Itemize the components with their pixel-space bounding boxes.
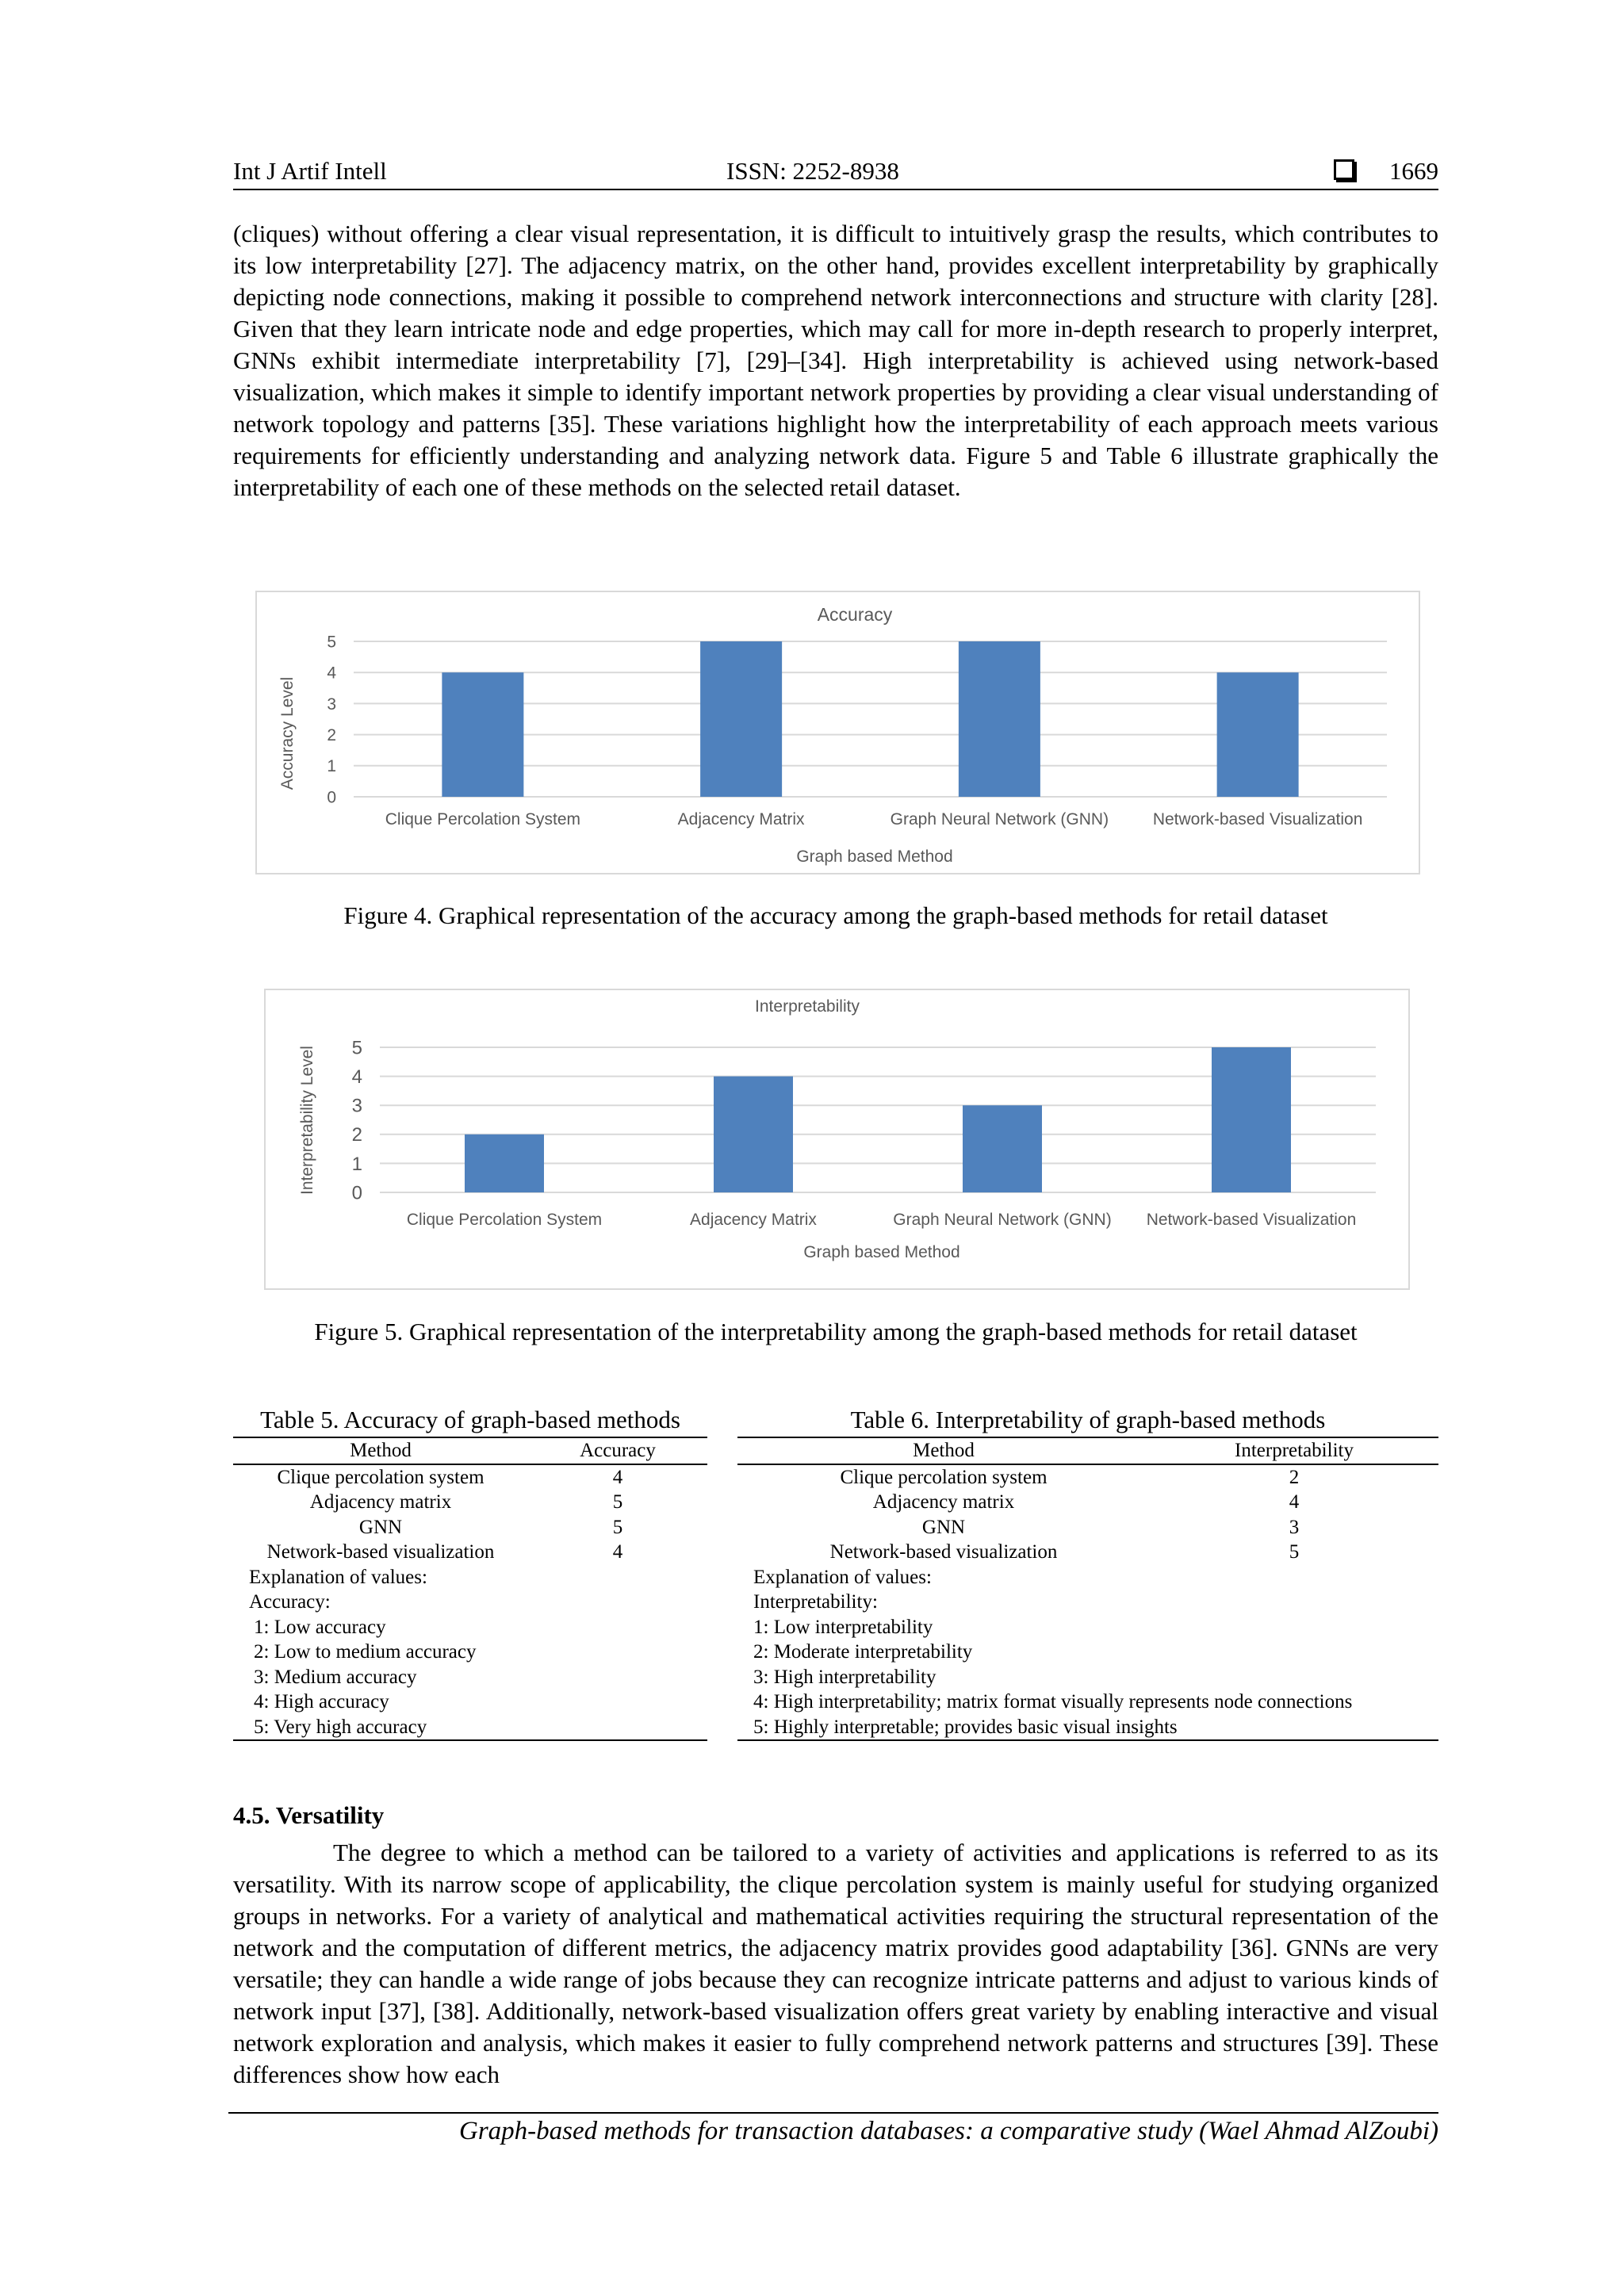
accuracy-chart-svg — [257, 592, 1419, 873]
interpretability-chart — [264, 989, 1410, 1290]
chart-title: Accuracy — [817, 604, 893, 625]
table-row — [233, 1515, 707, 1540]
page-number: 1669 — [1389, 157, 1438, 185]
table5-header-row — [233, 1437, 707, 1464]
table-cell-value: 4 — [612, 1466, 623, 1488]
table-cell-value: 4 — [1289, 1491, 1300, 1513]
table-note-row — [233, 1565, 707, 1590]
table-cell-value: 5 — [1289, 1541, 1300, 1563]
table-row — [737, 1464, 1438, 1490]
footer-rule — [228, 2112, 1438, 2114]
table-cell-value: 3 — [1289, 1516, 1300, 1538]
table5 — [233, 1437, 707, 1741]
table-note-row — [737, 1689, 1438, 1715]
page-number-box — [1334, 157, 1438, 186]
section-paragraph: The degree to which a method can be tailored to a variety of activities and applications is referred to as its versatility. With its narrow scope of applicability, the clique percolation system is mainly useful for studying organized groups in networks. For a variety of analytical and mathematical activities requiring the structural representation of the network and the computation of different metrics, the adjacency matrix provides good adaptability [36]. GNNs are very versatile; they can handle a wide range of jobs because they can recognize intricate patterns and adjust to various kinds of network input [37], [38]. Additionally, network-based visualization offers great variety by enabling interactive and visual network exploration and analysis, which makes it easier to fully comprehend network patterns and structures [39]. These differences show how each — [233, 1839, 1438, 2088]
intro-paragraph: (cliques) without offering a clear visual representation, it is difficult to intuitively grasp the results, which contributes to its low interpretability [27]. The adjacency matrix, on the other hand, provides excellent interpretability by graphically depicting node connections, making it possible to comprehend network interconnections and structure with clarity [28]. Given that they learn intricate node and edge properties, which may call for more in-depth research to properly interpret, GNNs exhibit intermediate interpretability [7], [29]–[34]. High interpretability is achieved using network-based visualization, which makes it simple to identify important network properties by providing a clear visual understanding of network topology and patterns [35]. These variations highlight how the interpretability of each approach meets various requirements for efficiently understanding and analyzing network data. Figure 5 and Table 6 illustrate graphically the interpretability of each one of these methods on the selected retail dataset. — [233, 220, 1438, 501]
x-tick-label: Network-based Visualization — [1146, 1211, 1357, 1229]
table-note: 2: Low to medium accuracy — [254, 1641, 477, 1663]
x-tick-label: Network-based Visualization — [1152, 810, 1363, 828]
table5-header-accuracy: Accuracy — [580, 1440, 656, 1461]
y-tick-label: 4 — [351, 1066, 362, 1088]
table-cell-method: Clique percolation system — [277, 1466, 485, 1488]
table-note-row — [233, 1665, 707, 1690]
table-note: 5: Very high accuracy — [254, 1716, 427, 1738]
y-tick-label: 1 — [327, 757, 336, 776]
accuracy-chart — [255, 591, 1420, 874]
bar-3 — [1217, 672, 1299, 797]
x-tick-label: Adjacency Matrix — [690, 1211, 817, 1229]
y-tick-label: 3 — [351, 1095, 362, 1117]
table-row — [233, 1464, 707, 1490]
bar-0 — [465, 1135, 544, 1192]
table-cell-method: Network-based visualization — [829, 1541, 1058, 1563]
table-note-row — [737, 1665, 1438, 1690]
y-tick-label: 4 — [327, 664, 336, 683]
table-cell-method: Adjacency matrix — [309, 1491, 452, 1513]
y-tick-label: 1 — [351, 1153, 362, 1175]
table-note: Interpretability: — [753, 1591, 878, 1613]
y-tick-label: 0 — [327, 788, 336, 807]
y-axis-label: Interpretability Level — [298, 1046, 316, 1195]
table-note-row — [737, 1615, 1438, 1640]
table-cell-method: GNN — [358, 1516, 403, 1538]
chart-title: Interpretability — [755, 997, 860, 1016]
table6-title: Table 6. Interpretability of graph-based methods — [850, 1406, 1326, 1433]
table5-header-method: Method — [350, 1440, 412, 1461]
issn: ISSN: 2252-8938 — [726, 157, 899, 185]
figure5-caption: Figure 5. Graphical representation of the interpretability among the graph-based methods for retail dataset — [314, 1318, 1358, 1345]
y-tick-label: 5 — [351, 1037, 362, 1059]
x-tick-label: Clique Percolation System — [385, 810, 581, 828]
table-note: Explanation of values: — [753, 1566, 932, 1588]
table-note: 2: Moderate interpretability — [753, 1641, 973, 1663]
bar-3 — [1212, 1047, 1291, 1192]
figure4-caption: Figure 4. Graphical representation of the accuracy among the graph-based methods for retail dataset — [343, 901, 1328, 929]
y-tick-label: 2 — [327, 725, 336, 744]
table-note-row — [233, 1590, 707, 1615]
table6 — [737, 1437, 1438, 1741]
table-cell-method: Adjacency matrix — [872, 1491, 1015, 1513]
table-note-row — [233, 1689, 707, 1715]
table-note: 1: Low accuracy — [254, 1616, 386, 1638]
table-note: 5: Highly interpretable; provides basic visual insights — [753, 1716, 1178, 1738]
table-row — [737, 1490, 1438, 1515]
x-tick-label: Adjacency Matrix — [677, 810, 805, 828]
table-cell-value: 2 — [1289, 1466, 1300, 1488]
table-note-row — [233, 1640, 707, 1665]
footer-citation: Graph-based methods for transaction databases: a comparative study (Wael Ahmad AlZoubi) — [459, 2117, 1438, 2145]
table-cell-method: GNN — [921, 1516, 966, 1538]
section-title: 4.5. Versatility — [233, 1801, 385, 1829]
square-icon — [1334, 159, 1354, 180]
table-cell-value: 5 — [612, 1491, 623, 1513]
table5-title: Table 5. Accuracy of graph-based methods — [260, 1406, 680, 1433]
x-tick-label: Clique Percolation System — [406, 1211, 603, 1229]
table-note: 1: Low interpretability — [753, 1616, 933, 1638]
y-tick-label: 3 — [327, 695, 336, 714]
table-cell-method: Network-based visualization — [266, 1541, 495, 1563]
y-axis-label: Accuracy Level — [278, 676, 297, 790]
x-tick-label: Graph Neural Network (GNN) — [890, 810, 1109, 828]
table-note-row — [737, 1590, 1438, 1615]
table-note: 3: Medium accuracy — [254, 1666, 417, 1688]
page-header — [233, 157, 1438, 190]
table-note: Accuracy: — [249, 1591, 331, 1613]
bar-1 — [714, 1077, 793, 1192]
table-note: 4: High interpretability; matrix format visually represents node connections — [753, 1691, 1353, 1712]
x-axis-label: Graph based Method — [803, 1243, 960, 1261]
table-row — [233, 1490, 707, 1515]
table6-header-method: Method — [913, 1440, 975, 1461]
x-tick-label: Graph Neural Network (GNN) — [893, 1211, 1112, 1229]
bar-2 — [959, 641, 1040, 797]
journal-name: Int J Artif Intell — [233, 157, 387, 185]
x-axis-label: Graph based Method — [796, 848, 953, 866]
table-note-row — [233, 1615, 707, 1640]
table-cell-value: 4 — [612, 1541, 623, 1563]
table-row — [737, 1540, 1438, 1565]
y-tick-label: 2 — [351, 1124, 362, 1146]
table6-header-row — [737, 1437, 1438, 1464]
bar-2 — [963, 1105, 1042, 1192]
table-note: Explanation of values: — [249, 1566, 427, 1588]
table6-header-interpretability: Interpretability — [1235, 1440, 1354, 1461]
table-cell-value: 5 — [612, 1516, 623, 1538]
y-tick-label: 5 — [327, 633, 336, 652]
bar-1 — [700, 641, 782, 797]
y-tick-label: 0 — [351, 1182, 362, 1204]
table-cell-method: Clique percolation system — [840, 1466, 1048, 1488]
table-note: 4: High accuracy — [254, 1691, 389, 1712]
interpretability-chart-svg — [266, 990, 1408, 1288]
table-note-row — [737, 1715, 1438, 1741]
table-note: 3: High interpretability — [753, 1666, 936, 1688]
bar-0 — [442, 672, 523, 797]
table-note-row — [737, 1565, 1438, 1590]
table-note-row — [233, 1715, 707, 1741]
table-note-row — [737, 1640, 1438, 1665]
table-row — [737, 1515, 1438, 1540]
table-row — [233, 1540, 707, 1565]
